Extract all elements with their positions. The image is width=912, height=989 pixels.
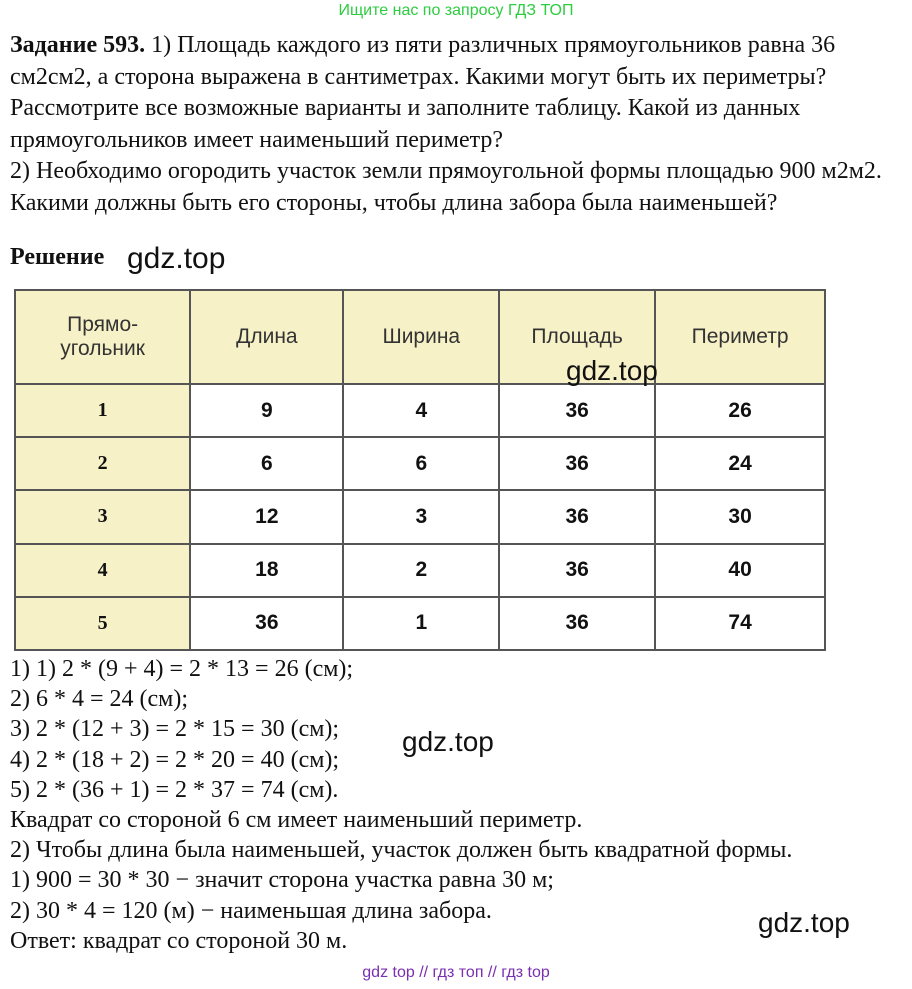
solution-line: Ответ: квадрат со стороной 30 м. <box>10 927 348 954</box>
cell-number: 2 <box>15 437 190 490</box>
footer-links[interactable]: gdz top // гдз топ // гдз top <box>362 964 550 981</box>
cell-perimeter: 74 <box>655 597 825 650</box>
cell-area: 36 <box>499 384 655 437</box>
solution-line: 1) 900 = 30 * 30 − значит сторона участка равна 30 м; <box>10 867 554 894</box>
table-row <box>15 597 825 650</box>
table-row <box>15 490 825 543</box>
cell-length: 36 <box>190 597 343 650</box>
cell-width: 4 <box>343 384 499 437</box>
table-row <box>15 384 825 437</box>
cell-perimeter: 24 <box>655 437 825 490</box>
solution-heading: Решение <box>10 244 105 270</box>
cell-number: 1 <box>15 384 190 437</box>
watermark: gdz.top <box>566 355 658 386</box>
watermark: gdz.top <box>758 907 850 938</box>
watermark: gdz.top <box>127 242 226 275</box>
header-width: Ширина <box>343 290 499 384</box>
cell-perimeter: 26 <box>655 384 825 437</box>
cell-area: 36 <box>499 597 655 650</box>
solution-line: 5) 2 * (36 + 1) = 2 * 37 = 74 (см). <box>10 776 339 803</box>
header-perimeter: Периметр <box>655 290 825 384</box>
cell-area: 36 <box>499 490 655 543</box>
table-row <box>15 437 825 490</box>
cell-length: 9 <box>190 384 343 437</box>
header-length: Длина <box>190 290 343 384</box>
cell-perimeter: 40 <box>655 544 825 597</box>
solution-line: Квадрат со стороной 6 см имеет наименьший периметр. <box>10 807 583 834</box>
rectangles-table <box>14 289 826 651</box>
table-header-row <box>15 290 825 384</box>
task-title: Задание 593. <box>10 32 146 58</box>
cell-width: 2 <box>343 544 499 597</box>
table-row <box>15 544 825 597</box>
task-text <box>10 30 905 219</box>
cell-width: 6 <box>343 437 499 490</box>
solution-line: 3) 2 * (12 + 3) = 2 * 15 = 30 (см); <box>10 716 340 743</box>
cell-perimeter: 30 <box>655 490 825 543</box>
top-banner: Ищите нас по запросу ГДЗ ТОП <box>338 2 574 19</box>
task-part2: 2) Необходимо огородить участок земли прямоугольной формы площадью 900 м2м2. Какими должны быть его стороны, чтобы длина забора была наименьшей? <box>10 158 882 216</box>
cell-number: 5 <box>15 597 190 650</box>
task-part1: 1) Площадь каждого из пяти различных прямоугольников равна 36 см2см2, а сторона выражена в сантиметрах. Какими могут быть их периметры? Рассмотрите все возможные варианты и заполните таблицу. Какой из данных прямоугольников имеет наименьший периметр? <box>10 32 836 153</box>
cell-area: 36 <box>499 544 655 597</box>
cell-width: 1 <box>343 597 499 650</box>
solution-line: 2) 30 * 4 = 120 (м) − наименьшая длина забора. <box>10 897 492 924</box>
cell-length: 6 <box>190 437 343 490</box>
cell-length: 12 <box>190 490 343 543</box>
cell-area: 36 <box>499 437 655 490</box>
cell-width: 3 <box>343 490 499 543</box>
cell-number: 3 <box>15 490 190 543</box>
cell-number: 4 <box>15 544 190 597</box>
rectangles-table-wrapper <box>14 289 826 651</box>
solution-line: 4) 2 * (18 + 2) = 2 * 20 = 40 (см); <box>10 746 340 773</box>
solution-line: 1) 1) 2 * (9 + 4) = 2 * 13 = 26 (см); <box>10 656 354 682</box>
watermark: gdz.top <box>402 726 494 757</box>
header-rectangle: Прямо- угольник <box>15 290 190 384</box>
solution-line: 2) 6 * 4 = 24 (см); <box>10 686 189 713</box>
solution-line: 2) Чтобы длина была наименьшей, участок должен быть квадратной формы. <box>10 837 793 864</box>
cell-length: 18 <box>190 544 343 597</box>
header-area: Площадь <box>499 290 655 384</box>
